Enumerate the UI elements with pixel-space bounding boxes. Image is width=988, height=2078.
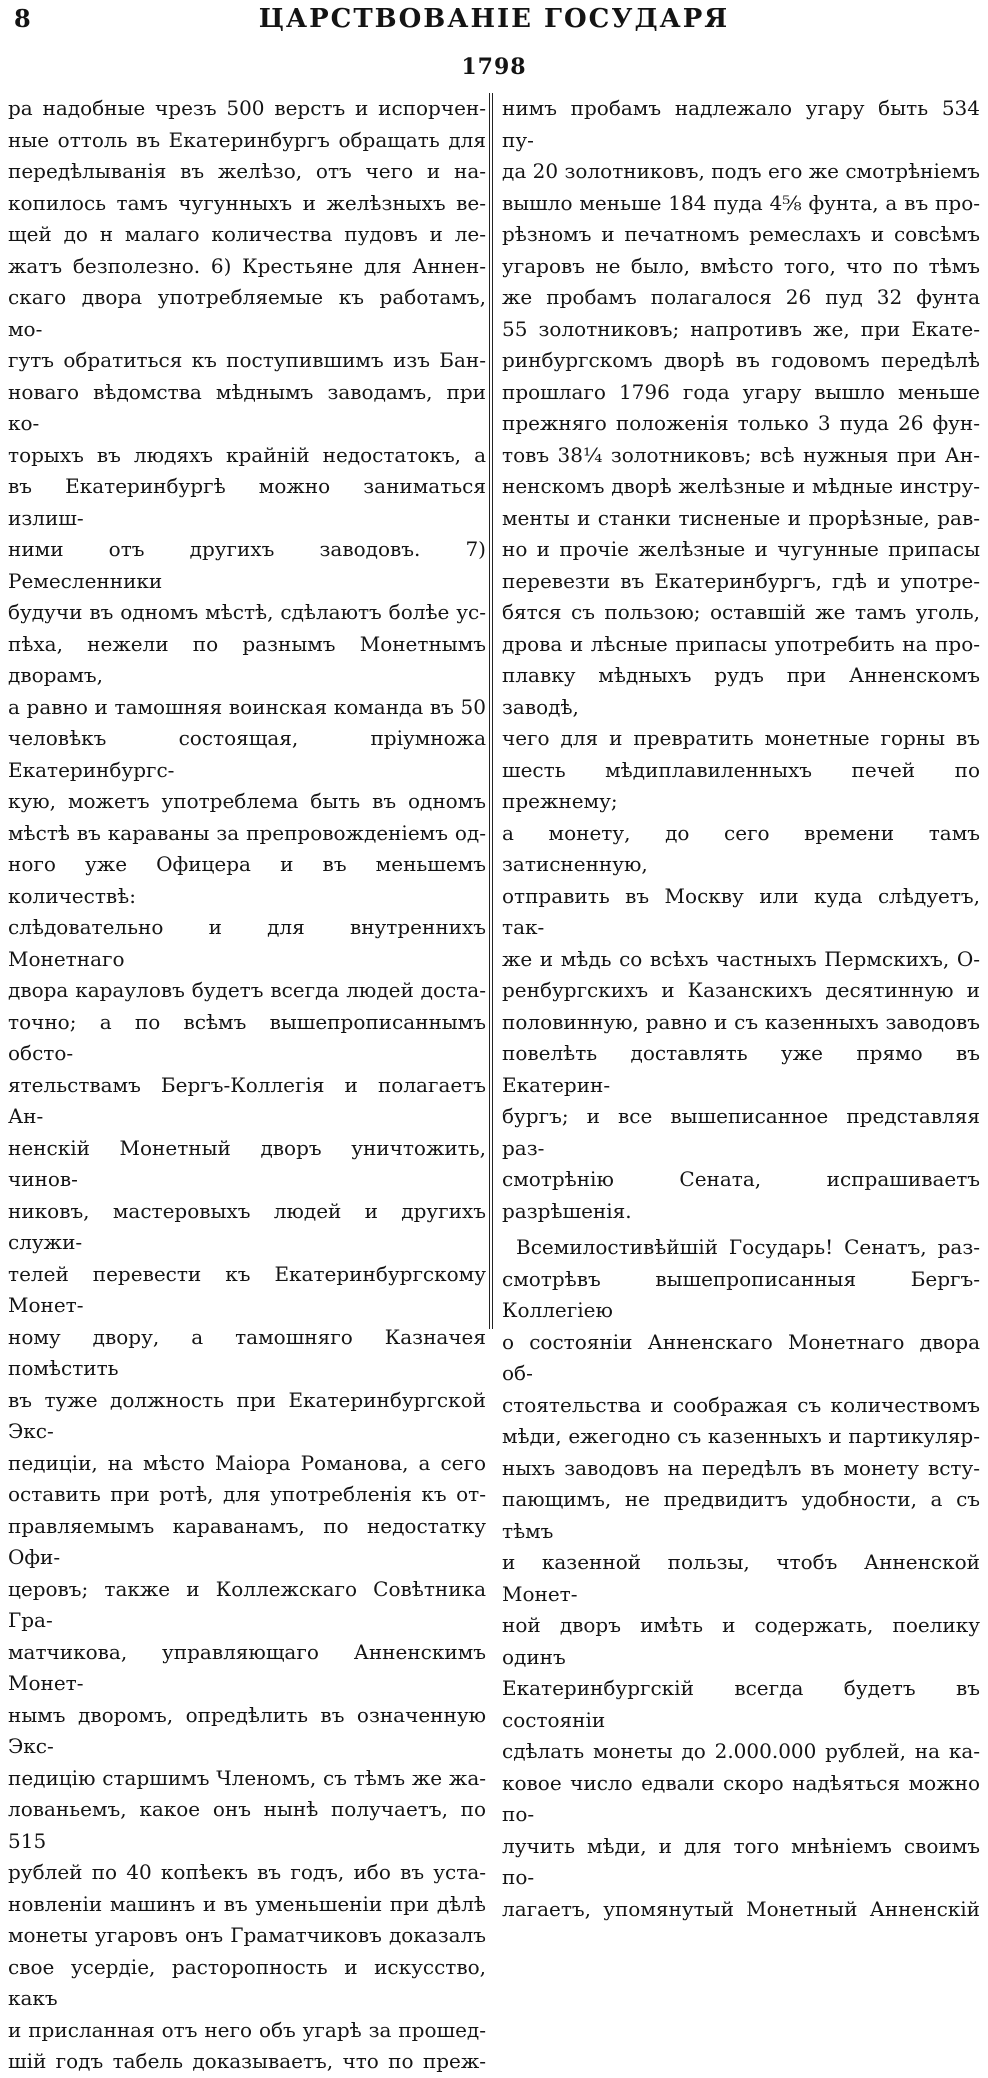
text-line: щей до н малаго количества пудовъ и ле-: [8, 222, 486, 246]
text-line: рублей по 40 копѣекъ въ годъ, ибо въ уста-: [8, 1860, 486, 1884]
text-line: Екатеринбургскій всегда будетъ въ состояніи: [502, 1676, 980, 1732]
text-line: церовъ; также и Коллежскаго Совѣтника Гра-: [8, 1576, 486, 1632]
text-line: торыхъ въ людяхъ крайній недостатокъ, а: [8, 442, 486, 467]
text-line: правляемымъ караванамъ, по недостатку Офи-: [8, 1513, 486, 1569]
text-line: двора карауловъ будетъ всегда людей доста-: [8, 978, 486, 1002]
text-line: ныхъ заводовъ на передѣлъ въ монету всту-: [502, 1455, 980, 1480]
text-line: менты и станки тисненые и прорѣзные, рав-: [502, 505, 980, 530]
text-line: дрова и лѣсные припасы употребить на про-: [502, 631, 980, 656]
text-line: плавку мѣдныхъ рудъ при Анненскомъ заводѣ,: [502, 663, 980, 719]
text-line: прошлаго 1796 года угару вышло меньше: [502, 379, 980, 404]
text-line: 55 золотниковъ; напротивъ же, при Екате-: [502, 316, 980, 341]
text-line: товъ 38¼ золотниковъ; всѣ нужныя при Ан-: [502, 442, 980, 467]
text-line: о состояніи Анненскаго Монетнаго двора об-: [502, 1329, 980, 1385]
text-line: смотрѣвъ вышепрописанныя Бергъ-Коллегіею: [502, 1266, 980, 1322]
text-line: вышло меньше 184 пуда 4⅝ фунта, а въ про-: [502, 190, 980, 215]
text-line: телей перевести къ Екатеринбургскому Монет-: [8, 1261, 486, 1317]
text-line: въ Екатеринбургѣ можно заниматься излиш-: [8, 474, 486, 530]
text-line: ненскомъ дворѣ желѣзные и мѣдные инстру-: [502, 474, 980, 498]
running-head-title: ЦАРСТВОВАНІЕ ГОСУДАРЯ: [258, 4, 730, 34]
text-line: въ туже должность при Екатеринбургской Экс-: [8, 1387, 486, 1443]
text-line: лагаетъ, упомянутый Монетный Анненскій: [502, 1896, 980, 1921]
text-line: угаровъ не было, вмѣсто того, что по тѣмъ: [502, 253, 980, 278]
text-line: ренбургскихъ и Казанскихъ десятинную и: [502, 978, 980, 1002]
text-line: ятельствамъ Бергъ-Коллегія и полагаетъ Ан-: [8, 1072, 486, 1128]
text-line: ненскій Монетный дворъ уничтожить, чинов-: [8, 1135, 486, 1191]
text-line: повелѣть доставлять уже прямо въ Екатерин-: [502, 1041, 980, 1097]
text-line: а равно и тамошняя воинская команда въ 50: [8, 694, 486, 719]
text-line: рѣзномъ и печатномъ ремеслахъ и совсѣмъ: [502, 222, 980, 246]
text-line: а монету, до сего времени тамъ затисненную,: [502, 820, 980, 876]
text-line: шесть мѣдиплавиленныхъ печей по прежнему;: [502, 757, 980, 813]
column-divider: [489, 93, 493, 1329]
text-line: оставить при ротѣ, для употребленія къ от-: [8, 1482, 486, 1506]
text-line: стоятельства и соображая съ количествомъ: [502, 1392, 980, 1417]
text-line: ного уже Офицера и въ меньшемъ количествѣ:: [8, 852, 486, 908]
right-text-column: [502, 93, 980, 1921]
text-line: ними отъ другихъ заводовъ. 7) Ремесленники: [8, 537, 486, 593]
text-line: лованьемъ, какое онъ нынѣ получаетъ, по 515: [8, 1797, 486, 1853]
text-line: человѣкъ состоящая, пріумножа Екатеринбургс-: [8, 726, 486, 782]
text-line: отправить въ Москву или куда слѣдуетъ, так-: [502, 883, 980, 939]
text-line: сдѣлать монеты до 2.000.000 рублей, на ка-: [502, 1739, 980, 1763]
text-line: монеты угаровъ онъ Граматчиковъ доказалъ: [8, 1923, 486, 1947]
text-line: никовъ, мастеровыхъ людей и другихъ служи-: [8, 1198, 486, 1254]
text-line: мѣстѣ въ караваны за препровожденіемъ од-: [8, 820, 486, 845]
text-line: да 20 золотниковъ, подъ его же смотрѣніемъ: [502, 159, 980, 183]
text-line: но и прочіе желѣзные и чугунные припасы: [502, 537, 980, 561]
text-line: бургъ; и все вышеписанное представляя раз-: [502, 1104, 980, 1160]
text-line: будучи въ одномъ мѣстѣ, сдѣлаютъ болѣе ус-: [8, 600, 486, 624]
text-line: ковое число едвали скоро надѣяться можно по-: [502, 1770, 980, 1826]
text-line: гутъ обратиться къ поступившимъ изъ Бан-: [8, 348, 486, 372]
text-line: бятся съ пользою; оставшій же тамъ уголь,: [502, 600, 980, 624]
text-line: перевезти въ Екатеринбургъ, гдѣ и употре-: [502, 568, 980, 593]
text-line: пающимъ, не предвидитъ удобности, а съ тѣмъ: [502, 1487, 980, 1543]
text-line: же пробамъ полагалося 26 пуд 32 фунта: [502, 285, 980, 309]
text-line: педиціи, на мѣсто Маіора Романова, а сего: [8, 1450, 486, 1475]
text-line: шій годъ табель доказываетъ, что по преж-: [8, 2049, 486, 2073]
text-line: копилось тамъ чугунныхъ и желѣзныхъ ве-: [8, 190, 486, 215]
text-line: смотрѣнію Сената, испрашиваетъ разрѣшенія.: [502, 1167, 980, 1223]
text-line: скаго двора употребляемые къ работамъ, мо-: [8, 285, 486, 341]
text-line: жатъ безполезно. 6) Крестьяне для Аннен-: [8, 253, 486, 278]
text-line: точно; а по всѣмъ вышепрописаннымъ обсто-: [8, 1009, 486, 1065]
text-line: прежняго положенія только 3 пуда 26 фун-: [502, 411, 980, 435]
text-line: кую, можетъ употреблема быть въ одномъ: [8, 789, 486, 813]
year-heading: 1798: [461, 54, 527, 80]
text-line: половинную, равно и съ казенныхъ заводовъ: [502, 1009, 980, 1034]
text-line: лучить мѣди, и для того мнѣніемъ своимъ по-: [502, 1833, 980, 1889]
text-line: нымъ дворомъ, опредѣлить въ означенную Экс-: [8, 1702, 486, 1758]
text-line: ной дворъ имѣть и содержать, поелику одинъ: [502, 1613, 980, 1669]
text-line: новаго вѣдомства мѣднымъ заводамъ, при ко-: [8, 379, 486, 435]
text-line: новленіи машинъ и въ уменьшеніи при дѣлѣ: [8, 1891, 486, 1916]
text-line: же и мѣдь со всѣхъ частныхъ Пермскихъ, О-: [502, 946, 980, 971]
text-line: матчикова, управляющаго Анненскимъ Монет-: [8, 1639, 486, 1695]
text-line: и казенной пользы, чтобъ Анненской Монет-: [502, 1550, 980, 1606]
text-line: свое усердіе, расторопность и искусство, какъ: [8, 1954, 486, 2010]
text-line: чего для и превратить монетные горны въ: [502, 726, 980, 750]
page-number: 8: [14, 4, 31, 33]
text-line: мѣди, ежегодно съ казенныхъ и партикуляр-: [502, 1424, 980, 1448]
text-line: пѣха, нежели по разнымъ Монетнымъ дворамъ,: [8, 631, 486, 687]
text-line: педицію старшимъ Членомъ, съ тѣмъ же жа-: [8, 1765, 486, 1790]
text-line: ринбургскомъ дворѣ въ годовомъ передѣлѣ: [502, 348, 980, 372]
text-line: передѣлыванія въ желѣзо, отъ чего и на-: [8, 159, 486, 183]
text-line: ра надобные чрезъ 500 верстъ и испорчен-: [8, 96, 486, 120]
text-line: ные оттоль въ Екатеринбургъ обращать для: [8, 127, 486, 152]
text-line: ному двору, а тамошняго Казначея помѣстить: [8, 1324, 486, 1380]
text-line: Всемилостивѣйшій Государь! Сенатъ, раз-: [516, 1235, 980, 1259]
text-line: нимъ пробамъ надлежало угару быть 534 пу-: [502, 96, 980, 152]
text-line: слѣдовательно и для внутреннихъ Монетнаго: [8, 915, 486, 971]
text-line: и присланная отъ него объ угарѣ за прошед-: [8, 2017, 486, 2042]
left-text-column: [8, 93, 486, 2073]
